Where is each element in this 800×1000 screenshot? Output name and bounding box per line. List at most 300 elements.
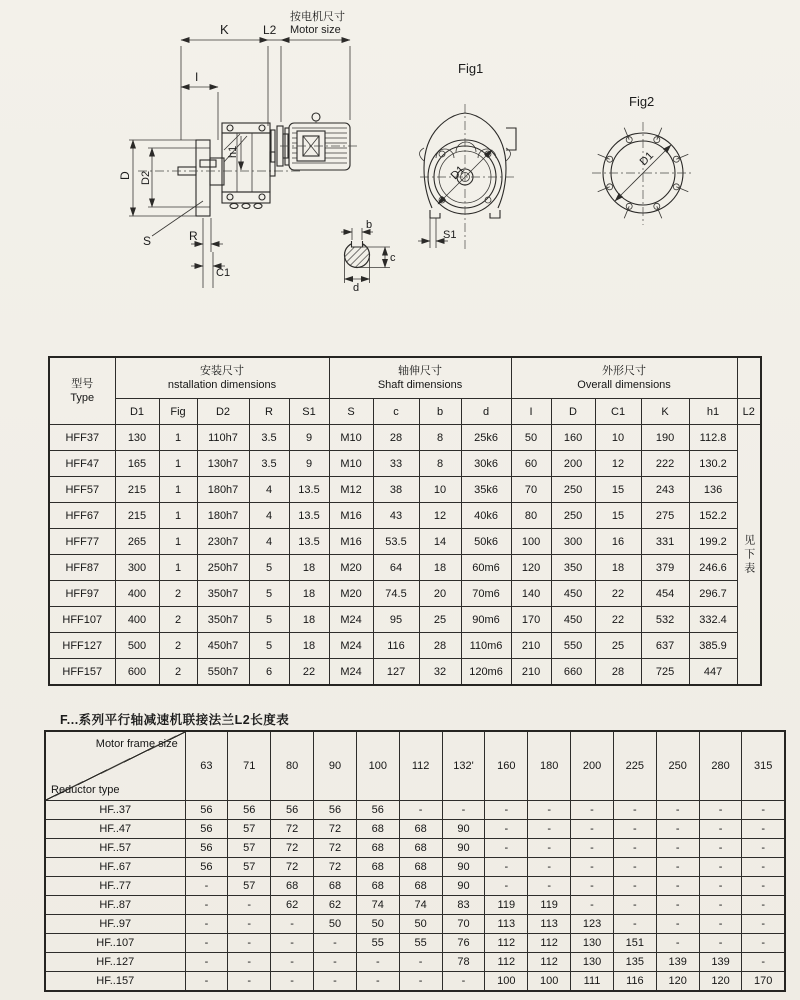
value-cell: 113 <box>528 915 571 934</box>
value-cell: 110m6 <box>461 633 511 659</box>
value-cell: 400 <box>115 581 159 607</box>
l2-table-section <box>44 730 786 992</box>
value-cell: - <box>571 877 614 896</box>
value-cell: - <box>699 934 742 953</box>
value-cell: 68 <box>271 877 314 896</box>
value-cell: - <box>485 839 528 858</box>
table1-group-overall: 外形尺寸 Overall dimensions <box>511 357 737 399</box>
table2-row <box>45 801 785 820</box>
table1-group-installation: 安装尺寸 nstallation dimensions <box>115 357 329 399</box>
value-cell: 68 <box>356 858 399 877</box>
value-cell: 35k6 <box>461 477 511 503</box>
value-cell: 72 <box>271 820 314 839</box>
value-cell: 112.8 <box>689 425 737 451</box>
value-cell: - <box>528 877 571 896</box>
table2-row <box>45 820 785 839</box>
value-cell: 1 <box>159 425 197 451</box>
value-cell: M16 <box>329 503 373 529</box>
value-cell: 4 <box>249 529 289 555</box>
value-cell: 2 <box>159 607 197 633</box>
value-cell: - <box>699 801 742 820</box>
value-cell: - <box>571 839 614 858</box>
value-cell: 22 <box>595 581 641 607</box>
value-cell: 550h7 <box>197 659 249 686</box>
value-cell: 18 <box>289 607 329 633</box>
dim-label-motor-cn: 按电机尺寸 <box>290 11 345 23</box>
value-cell: 300 <box>551 529 595 555</box>
value-cell: 454 <box>641 581 689 607</box>
value-cell: M16 <box>329 529 373 555</box>
value-cell: 68 <box>356 820 399 839</box>
table1-l2-header: L2 <box>737 399 761 425</box>
value-cell: 62 <box>271 896 314 915</box>
l2-table-title: F...系列平行轴减速机联接法兰L2长度表 <box>60 713 290 727</box>
value-cell: 68 <box>399 839 442 858</box>
value-cell: 4 <box>249 503 289 529</box>
value-cell: - <box>656 801 699 820</box>
value-cell: - <box>399 953 442 972</box>
table1-subheader-row: D1 Fig D2 R S1 S c b d I D C1 K h1 L2 <box>49 399 761 425</box>
dim-label-s1: S1 <box>443 229 457 241</box>
value-cell: 55 <box>356 934 399 953</box>
value-cell: - <box>485 801 528 820</box>
value-cell: - <box>485 858 528 877</box>
value-cell: 385.9 <box>689 633 737 659</box>
table1-row <box>49 477 761 503</box>
value-cell: - <box>656 820 699 839</box>
value-cell: 637 <box>641 633 689 659</box>
value-cell: 222 <box>641 451 689 477</box>
value-cell: 532 <box>641 607 689 633</box>
value-cell: 20 <box>419 581 461 607</box>
value-cell: 130 <box>571 953 614 972</box>
value-cell: 725 <box>641 659 689 686</box>
value-cell: 350h7 <box>197 581 249 607</box>
value-cell: 110h7 <box>197 425 249 451</box>
value-cell: 50k6 <box>461 529 511 555</box>
value-cell: - <box>185 915 228 934</box>
value-cell: 18 <box>289 633 329 659</box>
value-cell: - <box>742 858 785 877</box>
value-cell: 120m6 <box>461 659 511 686</box>
value-cell: - <box>742 896 785 915</box>
value-cell: - <box>185 896 228 915</box>
value-cell: 18 <box>289 555 329 581</box>
value-cell: - <box>613 820 656 839</box>
row-type-label: HFF157 <box>49 659 115 686</box>
value-cell: - <box>314 972 357 992</box>
value-cell: 12 <box>595 451 641 477</box>
value-cell: 68 <box>356 877 399 896</box>
table1-body <box>49 425 761 686</box>
value-cell: 119 <box>485 896 528 915</box>
row-type-label: HF..67 <box>45 858 185 877</box>
value-cell: 18 <box>419 555 461 581</box>
value-cell: 112 <box>485 953 528 972</box>
table2-row <box>45 858 785 877</box>
value-cell: 500 <box>115 633 159 659</box>
value-cell: 1 <box>159 477 197 503</box>
value-cell: - <box>656 877 699 896</box>
dim-label-d: D <box>118 171 132 180</box>
row-type-label: HFF67 <box>49 503 115 529</box>
value-cell: 18 <box>289 581 329 607</box>
value-cell: 50 <box>511 425 551 451</box>
value-cell: - <box>613 896 656 915</box>
value-cell: 210 <box>511 633 551 659</box>
dim-label-s: S <box>143 234 152 248</box>
value-cell: 130h7 <box>197 451 249 477</box>
value-cell: - <box>699 896 742 915</box>
table2-row <box>45 953 785 972</box>
value-cell: 152.2 <box>689 503 737 529</box>
value-cell: - <box>742 801 785 820</box>
value-cell: 50 <box>314 915 357 934</box>
value-cell: 78 <box>442 953 485 972</box>
value-cell: 64 <box>373 555 419 581</box>
value-cell: 74 <box>356 896 399 915</box>
value-cell: 25 <box>419 607 461 633</box>
table1-row <box>49 425 761 451</box>
value-cell: - <box>699 839 742 858</box>
table1-row <box>49 451 761 477</box>
value-cell: 180h7 <box>197 503 249 529</box>
value-cell: - <box>485 820 528 839</box>
row-type-label: HF..107 <box>45 934 185 953</box>
value-cell: 56 <box>185 839 228 858</box>
value-cell: 350h7 <box>197 607 249 633</box>
value-cell: 250 <box>551 477 595 503</box>
row-type-label: HF..77 <box>45 877 185 896</box>
row-type-label: HFF107 <box>49 607 115 633</box>
value-cell: 2 <box>159 633 197 659</box>
value-cell: - <box>399 972 442 992</box>
dim-label-i: I <box>195 70 199 84</box>
value-cell: 28 <box>419 633 461 659</box>
value-cell: 8 <box>419 425 461 451</box>
value-cell: 12 <box>419 503 461 529</box>
value-cell: 332.4 <box>689 607 737 633</box>
value-cell: 2 <box>159 659 197 686</box>
value-cell: 72 <box>271 839 314 858</box>
value-cell: 80 <box>511 503 551 529</box>
value-cell: 447 <box>689 659 737 686</box>
value-cell: - <box>613 915 656 934</box>
dim-label-d2: D2 <box>140 170 152 185</box>
dim-label-h1: h1 <box>227 145 239 158</box>
value-cell: 56 <box>271 801 314 820</box>
value-cell: 13.5 <box>289 477 329 503</box>
value-cell: 5 <box>249 607 289 633</box>
dim-label-r: R <box>189 229 198 243</box>
value-cell: 119 <box>528 896 571 915</box>
value-cell: M24 <box>329 633 373 659</box>
value-cell: 180h7 <box>197 477 249 503</box>
row-type-label: HFF127 <box>49 633 115 659</box>
value-cell: 300 <box>115 555 159 581</box>
value-cell: 112 <box>528 934 571 953</box>
value-cell: - <box>228 972 271 992</box>
value-cell: 70 <box>442 915 485 934</box>
value-cell: 215 <box>115 477 159 503</box>
value-cell: 139 <box>656 953 699 972</box>
value-cell: 265 <box>115 529 159 555</box>
value-cell: 296.7 <box>689 581 737 607</box>
value-cell: 113 <box>485 915 528 934</box>
value-cell: 210 <box>511 659 551 686</box>
value-cell: M20 <box>329 555 373 581</box>
value-cell: 5 <box>249 555 289 581</box>
fig2-flange-view <box>592 94 694 225</box>
value-cell: - <box>271 915 314 934</box>
row-type-label: HFF37 <box>49 425 115 451</box>
value-cell: 130.2 <box>689 451 737 477</box>
value-cell: - <box>356 972 399 992</box>
value-cell: - <box>742 915 785 934</box>
value-cell: 68 <box>399 820 442 839</box>
value-cell: 139 <box>699 953 742 972</box>
value-cell: 18 <box>595 555 641 581</box>
value-cell: 151 <box>613 934 656 953</box>
technical-drawing <box>0 0 800 352</box>
value-cell: 22 <box>289 659 329 686</box>
value-cell: - <box>399 801 442 820</box>
value-cell: - <box>185 972 228 992</box>
value-cell: 660 <box>551 659 595 686</box>
value-cell: 72 <box>314 820 357 839</box>
value-cell: 199.2 <box>689 529 737 555</box>
type-header-cn: 型号 <box>71 377 94 390</box>
value-cell: 76 <box>442 934 485 953</box>
value-cell: - <box>742 877 785 896</box>
value-cell: 62 <box>314 896 357 915</box>
value-cell: 43 <box>373 503 419 529</box>
value-cell: 57 <box>228 839 271 858</box>
table1-row <box>49 633 761 659</box>
fig2-label: Fig2 <box>629 94 655 109</box>
value-cell: M10 <box>329 451 373 477</box>
value-cell: 60 <box>511 451 551 477</box>
value-cell: 130 <box>115 425 159 451</box>
row-type-label: HFF47 <box>49 451 115 477</box>
value-cell: 90 <box>442 858 485 877</box>
value-cell: 10 <box>595 425 641 451</box>
value-cell: 100 <box>511 529 551 555</box>
value-cell: - <box>613 858 656 877</box>
value-cell: M24 <box>329 659 373 686</box>
value-cell: 50 <box>399 915 442 934</box>
value-cell: - <box>185 934 228 953</box>
value-cell: 95 <box>373 607 419 633</box>
row-type-label: HF..57 <box>45 839 185 858</box>
table2-corner-cell <box>45 731 185 801</box>
l2-length-table <box>44 730 786 992</box>
value-cell: - <box>571 820 614 839</box>
value-cell: - <box>656 839 699 858</box>
table2-row <box>45 934 785 953</box>
value-cell: 38 <box>373 477 419 503</box>
value-cell: - <box>656 934 699 953</box>
value-cell: - <box>528 820 571 839</box>
value-cell: 136 <box>689 477 737 503</box>
value-cell: 1 <box>159 529 197 555</box>
value-cell: - <box>742 934 785 953</box>
value-cell: 215 <box>115 503 159 529</box>
value-cell: 50 <box>356 915 399 934</box>
value-cell: 33 <box>373 451 419 477</box>
table2-body <box>45 801 785 992</box>
value-cell: 6 <box>249 659 289 686</box>
value-cell: 112 <box>528 953 571 972</box>
value-cell: 68 <box>356 839 399 858</box>
value-cell: 116 <box>373 633 419 659</box>
table1-row <box>49 529 761 555</box>
value-cell: - <box>656 858 699 877</box>
value-cell: - <box>528 801 571 820</box>
value-cell: - <box>699 820 742 839</box>
value-cell: 90 <box>442 877 485 896</box>
value-cell: 400 <box>115 607 159 633</box>
value-cell: 40k6 <box>461 503 511 529</box>
value-cell: 160 <box>551 425 595 451</box>
dim-label-b: b <box>366 219 373 231</box>
row-type-label: HFF87 <box>49 555 115 581</box>
value-cell: - <box>356 953 399 972</box>
value-cell: 140 <box>511 581 551 607</box>
value-cell: 120 <box>699 972 742 992</box>
value-cell: 2 <box>159 581 197 607</box>
value-cell: 90 <box>442 839 485 858</box>
value-cell: 10 <box>419 477 461 503</box>
value-cell: 8 <box>419 451 461 477</box>
value-cell: - <box>571 801 614 820</box>
value-cell: 72 <box>314 839 357 858</box>
corner-label-motor-frame: Motor frame size <box>95 738 178 750</box>
value-cell: - <box>699 877 742 896</box>
value-cell: 3.5 <box>249 451 289 477</box>
value-cell: - <box>442 972 485 992</box>
type-header-en: Type <box>70 392 95 404</box>
value-cell: - <box>528 839 571 858</box>
table1-row <box>49 581 761 607</box>
row-type-label: HF..97 <box>45 915 185 934</box>
value-cell: 60m6 <box>461 555 511 581</box>
row-type-label: HFF77 <box>49 529 115 555</box>
value-cell: 243 <box>641 477 689 503</box>
value-cell: 3.5 <box>249 425 289 451</box>
value-cell: M10 <box>329 425 373 451</box>
value-cell: - <box>742 820 785 839</box>
value-cell: - <box>613 839 656 858</box>
value-cell: 56 <box>228 801 271 820</box>
value-cell: - <box>613 877 656 896</box>
row-type-label: HF..87 <box>45 896 185 915</box>
corner-label-reductor-type: Reductor type <box>51 784 120 796</box>
table1-l2-spacer <box>737 357 761 399</box>
value-cell: 1 <box>159 451 197 477</box>
fig1-d1-label: D1 <box>448 163 468 183</box>
value-cell: 550 <box>551 633 595 659</box>
value-cell: - <box>228 896 271 915</box>
value-cell: 68 <box>399 877 442 896</box>
value-cell: - <box>656 896 699 915</box>
value-cell: - <box>613 801 656 820</box>
value-cell: - <box>442 801 485 820</box>
dimension-table <box>48 356 762 686</box>
value-cell: 25k6 <box>461 425 511 451</box>
value-cell: - <box>485 877 528 896</box>
value-cell: - <box>185 953 228 972</box>
value-cell: M12 <box>329 477 373 503</box>
value-cell: 379 <box>641 555 689 581</box>
value-cell: 70m6 <box>461 581 511 607</box>
value-cell: 74 <box>399 896 442 915</box>
value-cell: 28 <box>595 659 641 686</box>
table1-type-header <box>49 357 115 425</box>
dim-label-d-small: d <box>353 282 360 294</box>
value-cell: 200 <box>551 451 595 477</box>
dim-label-motor-en: Motor size <box>290 24 341 36</box>
value-cell: 56 <box>356 801 399 820</box>
value-cell: 83 <box>442 896 485 915</box>
value-cell: 15 <box>595 503 641 529</box>
value-cell: 28 <box>373 425 419 451</box>
value-cell: 250 <box>551 503 595 529</box>
fig1-label: Fig1 <box>458 61 484 76</box>
value-cell: 331 <box>641 529 689 555</box>
value-cell: 68 <box>314 877 357 896</box>
value-cell: 5 <box>249 633 289 659</box>
value-cell: 22 <box>595 607 641 633</box>
value-cell: 57 <box>228 877 271 896</box>
value-cell: 5 <box>249 581 289 607</box>
value-cell: - <box>699 915 742 934</box>
value-cell: - <box>571 858 614 877</box>
value-cell: 56 <box>314 801 357 820</box>
value-cell: - <box>656 915 699 934</box>
value-cell: 450h7 <box>197 633 249 659</box>
table2-row <box>45 839 785 858</box>
value-cell: 250h7 <box>197 555 249 581</box>
table1-row <box>49 607 761 633</box>
value-cell: - <box>228 915 271 934</box>
value-cell: 57 <box>228 820 271 839</box>
value-cell: 100 <box>485 972 528 992</box>
table1-row <box>49 659 761 686</box>
dim-label-l2: L2 <box>263 23 277 37</box>
value-cell: 56 <box>185 820 228 839</box>
value-cell: 90 <box>442 820 485 839</box>
dim-label-k: K <box>220 22 229 37</box>
value-cell: 15 <box>595 477 641 503</box>
value-cell: 56 <box>185 801 228 820</box>
value-cell: - <box>271 934 314 953</box>
value-cell: 165 <box>115 451 159 477</box>
value-cell: 170 <box>742 972 785 992</box>
table2-row <box>45 896 785 915</box>
value-cell: 170 <box>511 607 551 633</box>
value-cell: 350 <box>551 555 595 581</box>
dim-label-c1: C1 <box>216 267 231 279</box>
table2-row <box>45 915 785 934</box>
value-cell: 14 <box>419 529 461 555</box>
value-cell: 70 <box>511 477 551 503</box>
value-cell: 13.5 <box>289 529 329 555</box>
shaft-section-detail <box>341 219 396 294</box>
value-cell: - <box>314 953 357 972</box>
value-cell: M20 <box>329 581 373 607</box>
table2-row <box>45 877 785 896</box>
